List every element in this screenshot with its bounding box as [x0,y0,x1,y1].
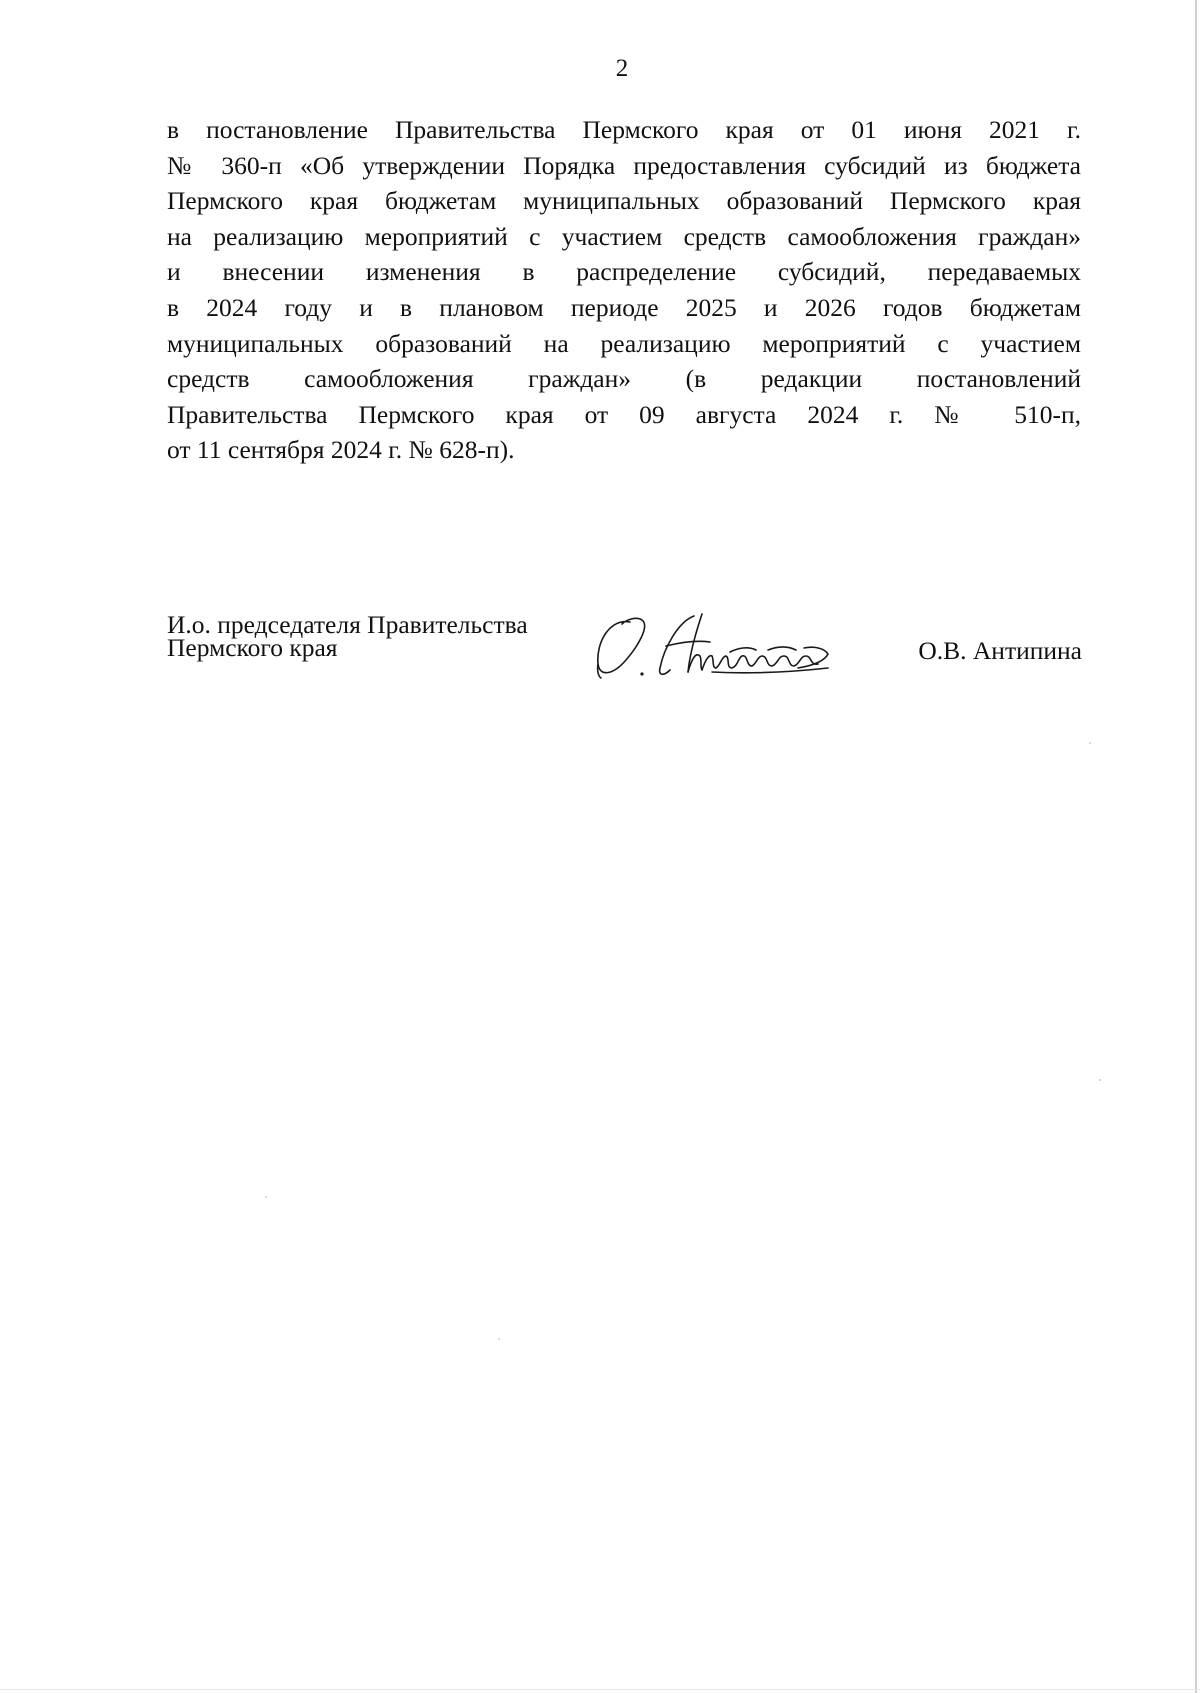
body-line: от 11 сентября 2024 г. № 628-п). [167,435,515,465]
body-line: в 2024 году и в плановом периоде 2025 и 2026 годов бюджетам [167,292,1081,322]
body-line: Правительства Пермского края от 09 августа 2024 г. № 510-п, [167,399,1081,429]
body-line: средств самообложения граждан» (в редакции постановлений [167,364,1081,394]
scan-speck [498,1338,500,1340]
scan-edge-right [1195,0,1197,1693]
body-paragraph [167,112,1081,468]
body-line: Пермского края бюджетам муниципальных образований Пермского края [167,186,1081,216]
signatory-position-line: Пермского края [167,633,338,662]
body-line: и внесении изменения в распределение субсидий, передаваемых [167,257,1081,287]
signatory-position [167,610,528,662]
scan-speck [265,1196,267,1198]
body-line: на реализацию мероприятий с участием средств самообложения граждан» [167,221,1081,251]
scan-speck [1089,742,1091,744]
signatory-position-line: И.о. председателя Правительства [167,610,528,639]
page-number: 2 [615,55,629,82]
handwritten-signature [592,612,892,680]
signatory-name: О.В. Антипина [918,636,1082,665]
body-line: муниципальных образований на реализацию мероприятий с участием [167,328,1081,358]
body-line: в постановление Правительства Пермского края от 01 июня 2021 г. [167,115,1081,144]
scan-speck [1099,1079,1101,1081]
body-line: № 360-п «Об утверждении Порядка предоставления субсидий из бюджета [167,150,1081,180]
scan-edge-bottom [0,1689,1200,1690]
